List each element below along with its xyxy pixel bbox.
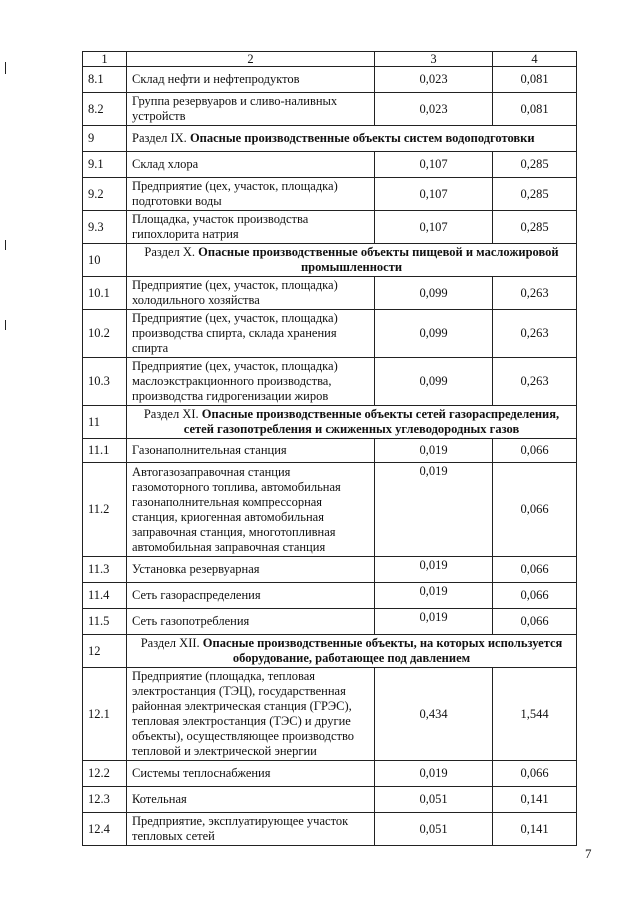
table-row [83, 152, 577, 178]
row-name: Площадка, участок производства гипохлорита натрия [127, 211, 375, 244]
section-prefix: Раздел XI. [143, 407, 202, 421]
row-number: 11.3 [83, 557, 127, 583]
row-number: 11.2 [83, 463, 127, 557]
section-number: 9 [83, 126, 127, 152]
row-name: Системы теплоснабжения [127, 761, 375, 787]
row-value-4: 0,141 [493, 787, 577, 813]
row-name: Склад хлора [127, 152, 375, 178]
section-title: Опасные производственные объекты систем водоподготовки [189, 131, 535, 145]
row-value-4: 0,285 [493, 178, 577, 211]
row-number: 11.4 [83, 583, 127, 609]
table-header-row [83, 52, 577, 67]
header-col-4: 4 [493, 52, 577, 67]
row-value-3: 0,019 [375, 609, 493, 635]
row-value-4: 0,066 [493, 439, 577, 463]
table-row [83, 583, 577, 609]
rates-table [82, 51, 577, 846]
page-number: 7 [585, 846, 592, 861]
table-row [83, 761, 577, 787]
margin-mark-3 [5, 320, 6, 330]
table-row [83, 439, 577, 463]
row-number: 12.3 [83, 787, 127, 813]
row-value-4: 0,285 [493, 152, 577, 178]
table-row [83, 787, 577, 813]
table-row [83, 668, 577, 761]
row-number: 10.1 [83, 277, 127, 310]
row-value-3: 0,019 [375, 463, 493, 557]
header-col-3: 3 [375, 52, 493, 67]
row-value-4: 0,285 [493, 211, 577, 244]
row-number: 8.2 [83, 93, 127, 126]
row-value-3: 0,051 [375, 813, 493, 846]
table-row [83, 67, 577, 93]
row-value-4: 0,066 [493, 609, 577, 635]
row-name: Склад нефти и нефтепродуктов [127, 67, 375, 93]
row-value-3: 0,023 [375, 67, 493, 93]
section-heading [127, 126, 577, 152]
row-name: Автогазозаправочная станция газомоторного топлива, автомобильная газонаполнительная компрессорная станция, криогенная автомобильная заправочная станция, многотопливная автомобильная заправочная станция [127, 463, 375, 557]
row-value-4: 0,263 [493, 277, 577, 310]
row-name: Предприятие (площадка, тепловая электростанция (ТЭЦ), государственная районная электрическая станция (ГРЭС), тепловая электростанция (ТЭС) и другие объекты), осуществляющее производство тепловой и электрической энергии [127, 668, 375, 761]
row-value-3: 0,051 [375, 787, 493, 813]
table-row [83, 277, 577, 310]
row-number: 9.3 [83, 211, 127, 244]
row-number: 9.2 [83, 178, 127, 211]
section-row [83, 244, 577, 277]
section-number: 11 [83, 406, 127, 439]
table-row [83, 463, 577, 557]
row-number: 10.3 [83, 358, 127, 406]
row-value-3: 0,099 [375, 310, 493, 358]
row-value-3: 0,107 [375, 178, 493, 211]
row-name: Предприятие (цех, участок, площадка) подготовки воды [127, 178, 375, 211]
row-value-3: 0,099 [375, 358, 493, 406]
section-number: 12 [83, 635, 127, 668]
row-number: 9.1 [83, 152, 127, 178]
row-value-3: 0,099 [375, 277, 493, 310]
row-value-3: 0,019 [375, 583, 493, 609]
section-row [83, 126, 577, 152]
row-name: Газонаполнительная станция [127, 439, 375, 463]
section-number: 10 [83, 244, 127, 277]
row-name: Котельная [127, 787, 375, 813]
table-row [83, 557, 577, 583]
row-number: 11.5 [83, 609, 127, 635]
section-heading [127, 406, 577, 439]
row-value-4: 0,141 [493, 813, 577, 846]
row-value-3: 0,019 [375, 761, 493, 787]
section-heading [127, 635, 577, 668]
header-col-1: 1 [83, 52, 127, 67]
row-value-3: 0,107 [375, 152, 493, 178]
row-name: Группа резервуаров и сливо-наливных устройств [127, 93, 375, 126]
row-number: 12.2 [83, 761, 127, 787]
margin-mark-2 [5, 240, 6, 250]
table-row [83, 211, 577, 244]
row-name: Предприятие (цех, участок, площадка) холодильного хозяйства [127, 277, 375, 310]
row-name: Установка резервуарная [127, 557, 375, 583]
section-title: Опасные производственные объекты сетей газораспределения, сетей газопотребления и сжиженных углеводородных газов [183, 407, 560, 436]
row-number: 12.4 [83, 813, 127, 846]
row-value-3: 0,434 [375, 668, 493, 761]
row-number: 11.1 [83, 439, 127, 463]
table-row [83, 178, 577, 211]
row-name: Сеть газопотребления [127, 609, 375, 635]
row-value-4: 0,066 [493, 583, 577, 609]
margin-mark-1 [5, 62, 6, 74]
row-value-4: 0,081 [493, 93, 577, 126]
row-value-4: 0,081 [493, 67, 577, 93]
row-number: 8.1 [83, 67, 127, 93]
row-value-4: 0,066 [493, 761, 577, 787]
row-name: Предприятие (цех, участок, площадка) производства спирта, склада хранения спирта [127, 310, 375, 358]
section-heading [127, 244, 577, 277]
row-number: 10.2 [83, 310, 127, 358]
row-value-4: 1,544 [493, 668, 577, 761]
table-row [83, 609, 577, 635]
row-name: Предприятие, эксплуатирующее участок тепловых сетей [127, 813, 375, 846]
row-value-3: 0,023 [375, 93, 493, 126]
row-name: Предприятие (цех, участок, площадка) маслоэкстракционного производства, производства гидрогенизации жиров [127, 358, 375, 406]
table-row [83, 93, 577, 126]
row-value-4: 0,263 [493, 358, 577, 406]
row-value-4: 0,066 [493, 463, 577, 557]
row-value-3: 0,019 [375, 439, 493, 463]
section-row [83, 406, 577, 439]
table-row [83, 310, 577, 358]
section-title: Опасные производственные объекты пищевой и масложировой промышленности [198, 245, 559, 274]
section-row [83, 635, 577, 668]
row-value-3: 0,107 [375, 211, 493, 244]
header-col-2: 2 [127, 52, 375, 67]
section-prefix: Раздел IX. [132, 131, 190, 145]
section-title: Опасные производственные объекты, на которых используется оборудование, работающее под давлением [202, 636, 563, 665]
row-value-3: 0,019 [375, 557, 493, 583]
row-value-4: 0,263 [493, 310, 577, 358]
section-prefix: Раздел X. [144, 245, 199, 259]
table-row [83, 358, 577, 406]
section-prefix: Раздел XII. [140, 636, 203, 650]
row-name: Сеть газораспределения [127, 583, 375, 609]
table-row [83, 813, 577, 846]
row-value-4: 0,066 [493, 557, 577, 583]
row-number: 12.1 [83, 668, 127, 761]
